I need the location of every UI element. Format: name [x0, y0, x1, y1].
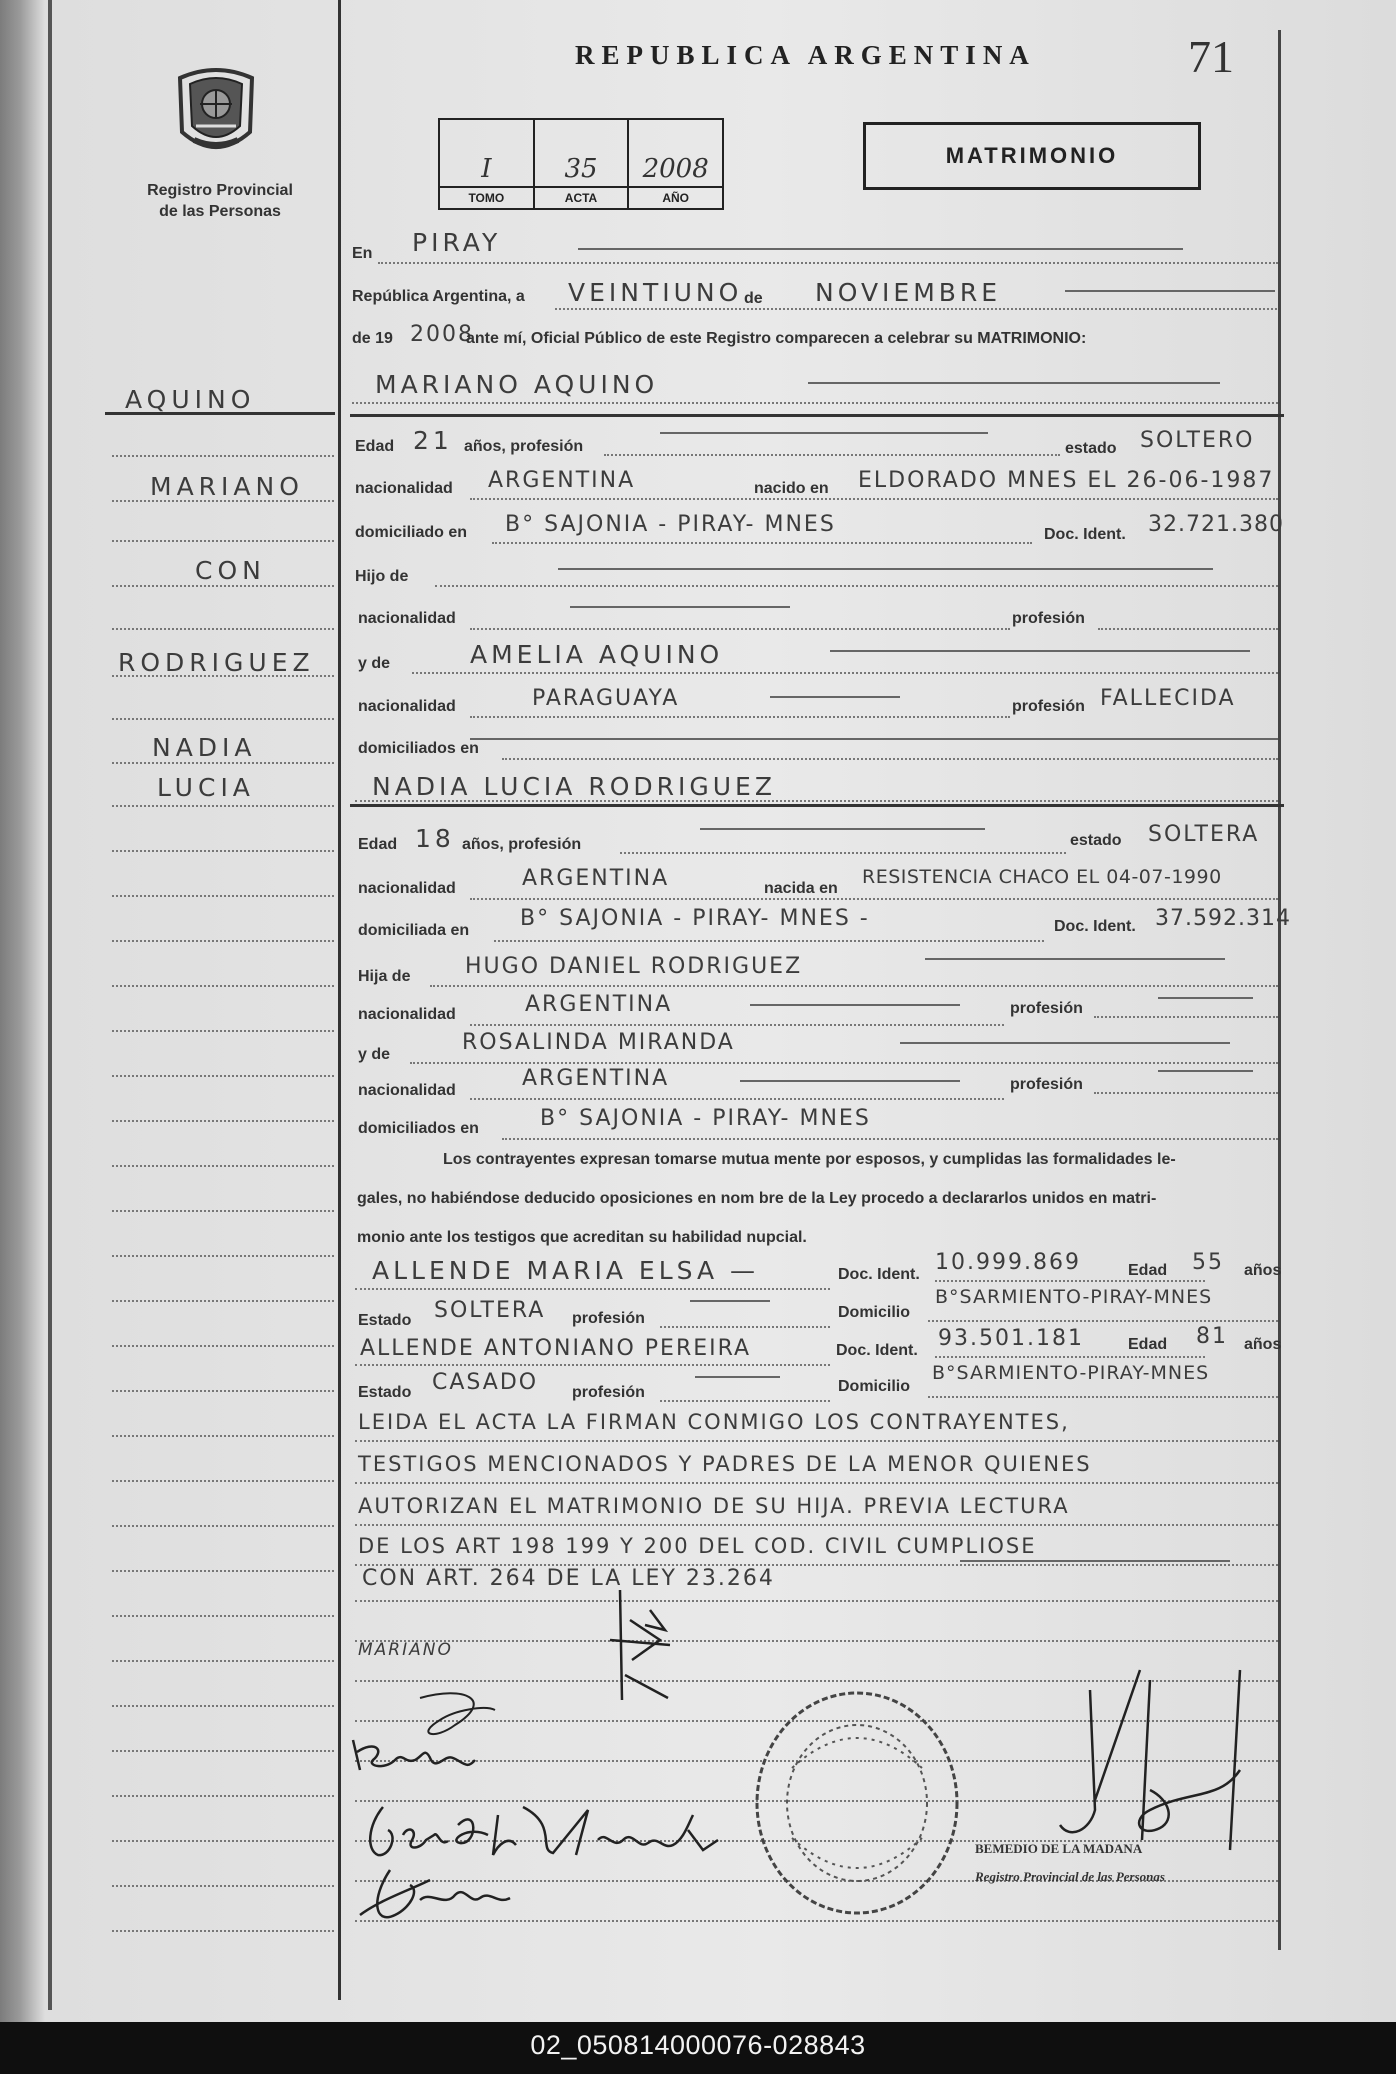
groom-doc-label: Doc. Ident. [1044, 526, 1126, 543]
witness-2-doc: 93.501.181 [938, 1326, 1084, 1351]
margin-line [112, 1345, 334, 1347]
note-dots [355, 1524, 1278, 1526]
groom-age: 21 [413, 426, 453, 455]
declaration-line-1: Los contrayentes expresan tomarse mutua mente por esposos, y cumplidas las formalidades le- [443, 1151, 1176, 1168]
bride-domiciliados-label: domiciliados en [358, 1120, 479, 1137]
date-dots [555, 308, 1277, 310]
bride-mother-prof-line [1158, 1070, 1253, 1072]
country-title: REPUBLICA ARGENTINA [575, 40, 1036, 70]
bride-address-dots [494, 940, 1044, 942]
margin-line [112, 1165, 334, 1167]
witness-1-profesion-line [690, 1300, 770, 1302]
witness-2-domicilio-label: Domicilio [838, 1378, 911, 1395]
de-label: de [744, 290, 763, 307]
bride-father: HUGO DANIEL RODRIGUEZ [465, 954, 803, 979]
official-seal-stamp [752, 1688, 962, 1918]
official-signature [1000, 1650, 1270, 1860]
margin-divider [338, 0, 341, 2000]
bride-father-nat-dots [470, 1024, 1004, 1026]
official-name: BEMEDIO DE LA MADANA [975, 1841, 1143, 1856]
witness-2-profesion-line [695, 1376, 780, 1378]
registry-line-2: de las Personas [159, 203, 281, 220]
bride-father-line [925, 958, 1225, 960]
signature-dots [355, 1640, 1278, 1642]
registry-emblem-icon [170, 60, 262, 164]
groom-yde-label: y de [358, 655, 391, 672]
declaration-line-3: monio ante los testigos que acreditan su habilidad nupcial. [357, 1229, 807, 1246]
official-initials-signature [600, 1580, 680, 1710]
margin-line [112, 1930, 334, 1932]
bride-father-nat-label: nacionalidad [358, 1006, 456, 1023]
groom-profesion-label: años, profesión [464, 438, 584, 455]
groom-estado: SOLTERO [1140, 428, 1255, 453]
note-line-5: CON ART. 264 DE LA LEY 23.264 [362, 1566, 775, 1591]
tomo-value: I [481, 154, 492, 184]
margin-line [112, 1795, 334, 1797]
groom-father-line [558, 568, 1213, 570]
bride-father-prof-line [1158, 997, 1253, 999]
groom-address: B° SAJONIA - PIRAY- MNES [505, 512, 836, 537]
margin-line [112, 718, 334, 720]
bride-father-nat-line [750, 1004, 960, 1006]
groom-father-prof-dots [1098, 628, 1278, 630]
bride-estado: SOLTERA [1148, 822, 1260, 847]
groom-mother-dots [412, 672, 1278, 674]
ano-value: 2008 [642, 154, 709, 184]
groom-name-line [808, 382, 1220, 384]
margin-spouse-name-2: LUCIA [157, 773, 255, 802]
margin-line [112, 1615, 334, 1617]
groom-name: MARIANO AQUINO [375, 370, 659, 399]
margin-line [112, 1210, 334, 1212]
section-separator [350, 414, 1284, 417]
margin-line [112, 585, 334, 587]
note-line-3: AUTORIZAN EL MATRIMONIO DE SU HIJA. PREVIA LECTURA [358, 1494, 1070, 1518]
note-dots [355, 1600, 1278, 1602]
register-box [438, 118, 724, 210]
groom-birth: ELDORADO MNES EL 26-06-1987 [858, 468, 1275, 493]
page-number: 71 [1188, 31, 1234, 82]
witness-2-domicilio-dots [928, 1396, 1278, 1398]
document-id: 02_050814000076-028843 [530, 2030, 866, 2060]
bride-domicilio-label: domiciliada en [358, 922, 470, 939]
bride-profesion-label: años, profesión [462, 836, 582, 853]
margin-line [112, 1660, 334, 1662]
witness-1-doc-label: Doc. Ident. [838, 1266, 920, 1283]
witness-2-name-dots [355, 1364, 830, 1366]
place-line [578, 248, 1183, 250]
groom-nationality: ARGENTINA [488, 468, 636, 493]
place-value: PIRAY [412, 228, 502, 257]
official-block [975, 1835, 1165, 1891]
groom-father-nat-label: nacionalidad [358, 610, 456, 627]
margin-line [112, 762, 334, 764]
groom-domiciliados-line [470, 738, 1278, 740]
groom-nat-dots [470, 498, 1278, 500]
register-ano [629, 120, 722, 208]
bride-age: 18 [415, 824, 455, 853]
witness-2-age: 81 [1196, 1324, 1228, 1349]
margin-line [112, 1570, 334, 1572]
year-written: 2008 [410, 322, 474, 347]
bride-doc-label: Doc. Ident. [1054, 918, 1136, 935]
margin-spouse-surname: RODRIGUEZ [118, 648, 315, 677]
margin-line [112, 1120, 334, 1122]
groom-name-dots [352, 402, 1278, 404]
page-right-border [1278, 30, 1281, 1950]
groom-mother-nat-line [770, 696, 900, 698]
groom-mother-prof-label: profesión [1012, 698, 1085, 715]
note-line-1: LEIDA EL ACTA LA FIRMAN CONMIGO LOS CONTRAYENTES, [358, 1410, 1070, 1434]
witness-1-domicilio-label: Domicilio [838, 1304, 911, 1321]
registry-name [120, 180, 320, 222]
groom-profesion-line [660, 432, 988, 434]
tomo-label: TOMO [440, 186, 533, 208]
witness-2-profesion-label: profesión [572, 1384, 645, 1401]
witness-2-doc-label: Doc. Ident. [836, 1342, 918, 1359]
bride-mother: ROSALINDA MIRANDA [462, 1030, 735, 1055]
bride-mother-prof-label: profesión [1010, 1076, 1083, 1093]
groom-mother-nat-dots [470, 716, 1010, 718]
bride-mother-line [900, 1042, 1230, 1044]
month-value: NOVIEMBRE [815, 278, 1002, 307]
margin-connector: CON [195, 556, 266, 585]
witness-1-profesion-dots [660, 1326, 830, 1328]
bride-doc: 37.592.314 [1155, 906, 1291, 931]
groom-signature [345, 1680, 565, 1780]
bride-father-prof-dots [1094, 1016, 1278, 1018]
margin-line [112, 675, 334, 677]
register-tomo [440, 120, 535, 208]
groom-nat-label: nacionalidad [355, 480, 453, 497]
bride-profesion-line [700, 828, 985, 830]
margin-line [112, 540, 334, 542]
margin-line [112, 850, 334, 852]
groom-domiciliados-dots-2 [355, 800, 1278, 802]
bride-nacida-label: nacida en [764, 880, 838, 897]
groom-father-nat-dots [470, 628, 1010, 630]
bride-estado-label: estado [1070, 832, 1122, 849]
groom-mother: AMELIA AQUINO [470, 640, 724, 669]
margin-line [112, 1030, 334, 1032]
margin-line [112, 1435, 334, 1437]
witness-1-name: ALLENDE MARIA ELSA — [372, 1256, 760, 1285]
section-separator [350, 804, 1284, 807]
register-acta [535, 120, 630, 208]
margin-line [112, 1390, 334, 1392]
bride-yde-label: y de [358, 1046, 391, 1063]
margin-line [112, 1885, 334, 1887]
witness-2-domicilio: B°SARMIENTO-PIRAY-MNES [932, 1362, 1210, 1384]
witness-2-edad-label: Edad [1128, 1336, 1168, 1353]
bride-father-dots [430, 985, 1278, 987]
bride-birth: RESISTENCIA CHACO EL 04-07-1990 [862, 866, 1222, 888]
margin-line [112, 1300, 334, 1302]
margin-line [112, 985, 334, 987]
bride-address: B° SAJONIA - PIRAY- MNES - [520, 906, 870, 931]
bride-domiciliados: B° SAJONIA - PIRAY- MNES [540, 1106, 871, 1131]
bride-mother-nat-dots [470, 1098, 1004, 1100]
witness-1-estado-label: Estado [358, 1312, 412, 1329]
margin-line [112, 628, 334, 630]
bride-age-label: Edad [358, 836, 398, 853]
acta-value: 35 [564, 154, 598, 184]
groom-domiciliados-label: domiciliados en [358, 740, 479, 757]
witness-1-domicilio: B°SARMIENTO-PIRAY-MNES [935, 1286, 1213, 1308]
margin-spouse-name-1: NADIA [152, 733, 257, 762]
day-value: VEINTIUNO [568, 278, 743, 307]
groom-mother-line [830, 650, 1250, 652]
bride-nat-label: nacionalidad [358, 880, 456, 897]
groom-domicilio-label: domiciliado en [355, 524, 468, 541]
note-line-2: TESTIGOS MENCIONADOS Y PADRES DE LA MENOR QUIENES [358, 1452, 1092, 1476]
official-org: Registro Provincial de las Personas [975, 1869, 1165, 1884]
margin-line [112, 500, 334, 502]
margin-line [112, 805, 334, 807]
groom-mother-prof: FALLECIDA [1100, 686, 1236, 711]
groom-address-dots [492, 542, 1032, 544]
bride-mother-nat-line [740, 1080, 960, 1082]
record-type-box: MATRIMONIO [863, 122, 1201, 190]
witness-2-name: ALLENDE ANTONIANO PEREIRA [360, 1336, 752, 1361]
witness-1-age: 55 [1192, 1250, 1224, 1275]
witness-2-signature [350, 1860, 530, 1930]
bride-mother-dots [410, 1062, 1278, 1064]
margin-line [112, 1075, 334, 1077]
witness-1-doc-dots [935, 1280, 1205, 1282]
bride-nat-dots [470, 898, 1278, 900]
note-closing-line [960, 1560, 1230, 1562]
groom-father-dots [435, 585, 1278, 587]
margin-line [112, 940, 334, 942]
groom-father-prof-label: profesión [1012, 610, 1085, 627]
witness-2-anos-label: años [1244, 1336, 1282, 1353]
en-label: En [352, 245, 373, 262]
bride-father-nat: ARGENTINA [525, 992, 673, 1017]
groom-hijo-label: Hijo de [355, 568, 409, 585]
groom-doc: 32.721.380 [1148, 512, 1284, 537]
groom-estado-label: estado [1065, 440, 1117, 457]
margin-line [112, 1525, 334, 1527]
margin-surname-underline [105, 412, 335, 415]
registry-line-1: Registro Provincial [147, 182, 293, 199]
ano-label: AÑO [629, 186, 722, 208]
groom-domiciliados: NADIA LUCIA RODRIGUEZ [372, 772, 776, 801]
groom-nacido-label: nacido en [754, 480, 829, 497]
margin-line [112, 455, 334, 457]
margin-line [112, 1255, 334, 1257]
groom-profesion-dots [604, 454, 1060, 456]
witness-1-profesion-label: profesión [572, 1310, 645, 1327]
witness-1-anos-label: años [1244, 1262, 1282, 1279]
note-dots [355, 1440, 1278, 1442]
witness-2-doc-dots [935, 1356, 1205, 1358]
acta-label: ACTA [535, 186, 628, 208]
note-line-4: DE LOS ART 198 199 Y 200 DEL COD. CIVIL CUMPLIOSE [358, 1534, 1037, 1558]
witness-2-profesion-dots [660, 1400, 830, 1402]
witness-1-name-dots [355, 1288, 830, 1290]
witness-1-doc: 10.999.869 [935, 1250, 1081, 1275]
bride-father-prof-label: profesión [1010, 1000, 1083, 1017]
witness-2-estado: CASADO [432, 1370, 539, 1395]
margin-name: MARIANO [150, 472, 304, 501]
groom-mother-nat-label: nacionalidad [358, 698, 456, 715]
bride-hija-label: Hija de [358, 968, 411, 985]
margin-line [112, 1705, 334, 1707]
groom-father-nat-line [570, 606, 790, 608]
groom-age-label: Edad [355, 438, 395, 455]
bride-mother-nat: ARGENTINA [522, 1066, 670, 1091]
declaration-paragraph [357, 1140, 1282, 1257]
groom-signature-name: MARIANO [358, 1640, 453, 1660]
witness-1-edad-label: Edad [1128, 1262, 1168, 1279]
year-suffix: ante mí, Oficial Público de este Registro comparecen a celebrar su MATRIMONIO: [466, 330, 1087, 347]
witness-1-estado: SOLTERA [434, 1298, 546, 1323]
witness-1-domicilio-dots [928, 1320, 1278, 1322]
place-dots [378, 262, 1278, 264]
witness-2-estado-label: Estado [358, 1384, 412, 1401]
bride-mother-nat-label: nacionalidad [358, 1082, 456, 1099]
bride-mother-prof-dots [1094, 1092, 1278, 1094]
republica-label: República Argentina, a [352, 288, 525, 305]
margin-line [112, 1750, 334, 1752]
margin-line [112, 1840, 334, 1842]
bride-nationality: ARGENTINA [522, 866, 670, 891]
declaration-line-2: gales, no habiéndose deducido oposiciones en nom bre de la Ley procedo a declararlos unidos en matri- [357, 1190, 1157, 1207]
bride-profesion-dots [620, 852, 1066, 854]
groom-domiciliados-dots [502, 758, 1278, 760]
margin-surname: AQUINO [125, 385, 256, 414]
note-dots [355, 1482, 1278, 1484]
groom-mother-nat: PARAGUAYA [532, 686, 680, 711]
margin-line [112, 895, 334, 897]
date-line [1065, 290, 1275, 292]
margin-line [112, 1480, 334, 1482]
page-left-border [48, 0, 52, 2010]
year-prefix: de 19 [352, 330, 393, 347]
